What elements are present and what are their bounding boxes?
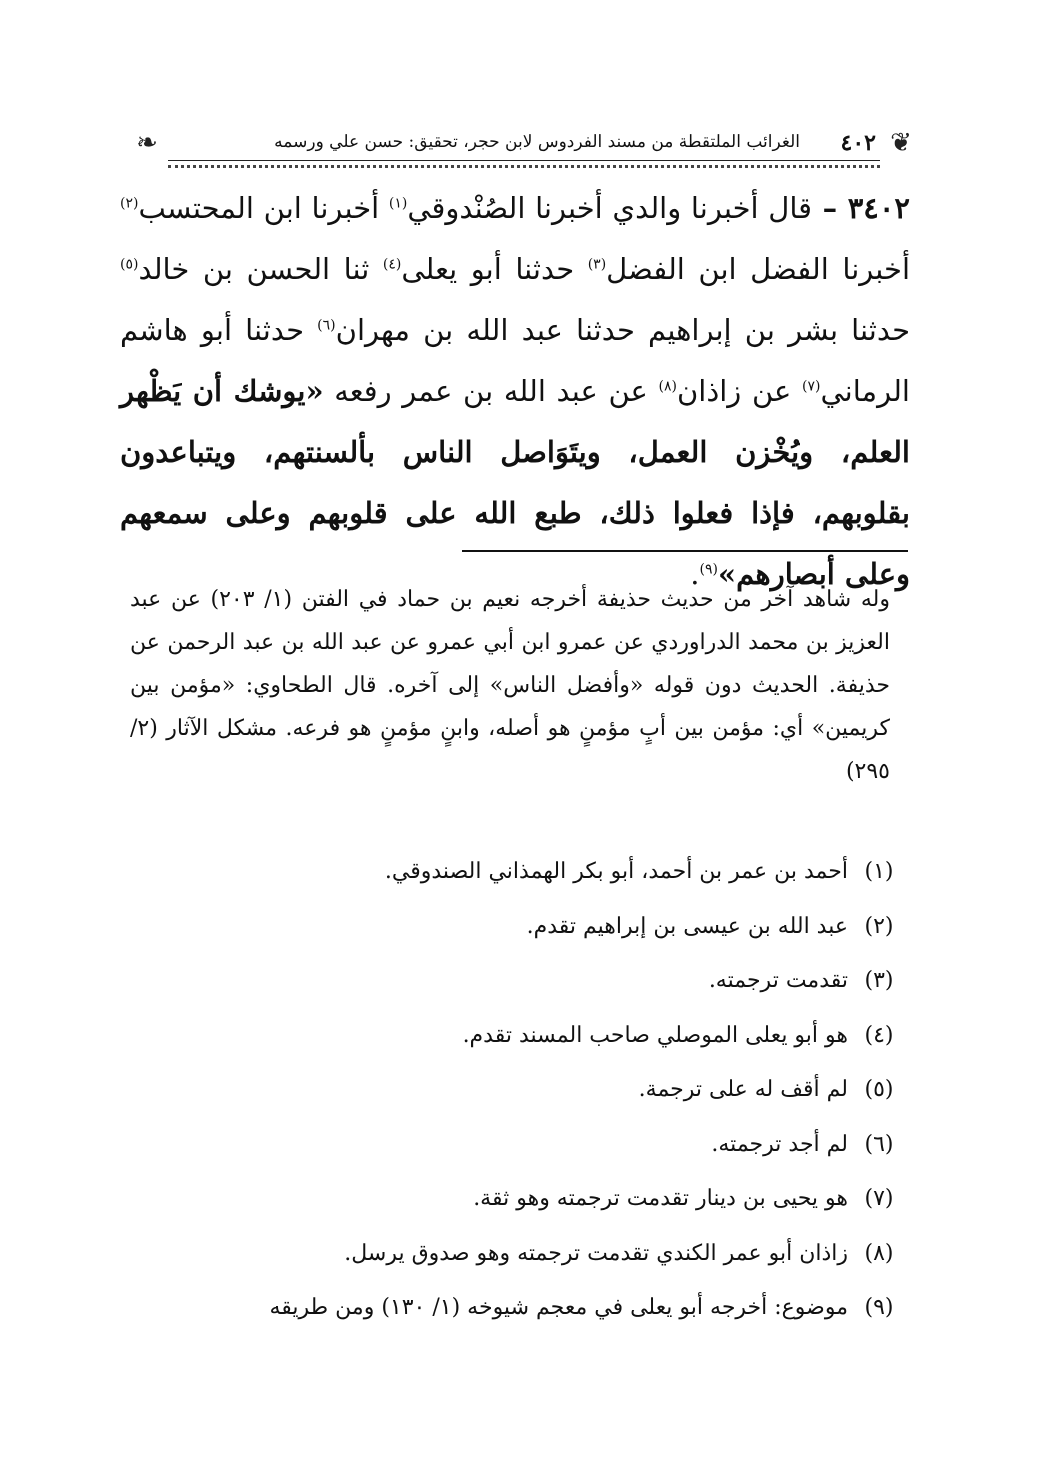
isnad-segment: عن زاذان [676,374,802,408]
isnad-segment: قال أخبرنا والدي أخبرنا الصُنْدوقي [407,191,813,225]
isnad-segment: أخبرنا ابن المحتسب [138,191,389,225]
footnote-item [130,1179,910,1234]
running-title: الغرائب الملتقطة من مسند الفردوس لابن حجر، تحقيق: حسن علي ورسمه [274,132,800,152]
header-dotted-rule [168,165,880,168]
footnote-number: (٣) [864,968,894,993]
footnote-ref[interactable]: (٥) [120,256,139,273]
ornament-right-icon: ❦ [890,128,912,158]
footnote-item [130,1070,910,1125]
isnad-segment: ثنا الحسن بن خالد [138,252,383,286]
footnote-item [130,907,910,962]
footnote-text: عبد الله بن عيسى بن إبراهيم تقدم. [526,913,848,939]
footnote-text: أحمد بن عمر بن أحمد، أبو بكر الهمذاني الصندوقي. [384,859,848,884]
footnote-number: (٩) [864,1295,894,1320]
footnote-number: (٢) [864,913,894,939]
footnote-continuation: وله شاهد آخر من حديث حذيفة أخرجه نعيم بن حماد في الفتن (١/ ٢٠٣) عن عبد العزيز بن محمد الدراوردي عن عمرو ابن أبي عمرو عن عبد الله بن عبد الرحمن عن حذيفة. الحديث دون قوله «وأفضل الناس» إلى آخره. قال الطحاوي: «مؤمن بين كريمين» أي: مؤمن بين أبٍ مؤمنٍ هو أصله، وابنٍ مؤمنٍ هو فرعه. مشكل الآثار (٢/ ٢٩٥) [130,587,890,784]
header-rule [168,160,880,161]
ornament-left-icon: ❧ [136,128,158,158]
page-number: ٤٠٢ [840,130,876,156]
footnote-ref[interactable]: (٢) [120,195,139,212]
footnote-separator [462,550,908,552]
footnote-item [130,852,910,907]
hadith-number: ٣٤٠٢ – [812,191,910,225]
isnad-segment: حدثنا أبو هاشم الرماني [120,313,910,408]
footnote-text: لم أجد ترجمته. [711,1131,848,1157]
footnote-ref[interactable]: (٨) [658,378,677,395]
footnote-ref[interactable]: (٣) [587,256,607,273]
footnote-item [130,961,910,1016]
isnad-segment: أخبرنا الفضل ابن الفضل [606,252,911,286]
footnote-text: موضوع: أخرجه أبو يعلى في معجم شيوخه (١/ ١٣٠) ومن طريقه [269,1295,848,1320]
hadith-matn: «يوشك أن يَظْهر العلم، ويُخْزن العمل، ويتَوَاصل الناس بألسنتهم، ويتباعدون بقلوبهم، فإذا فعلوا ذلك، طبع الله على قلوبهم وعلى سمعهم وعلى أبصارهم» [120,374,910,591]
footnote-item [130,1288,910,1343]
footnote-text: زاذان أبو عمر الكندي تقدمت ترجمته وهو صدوق يرسل. [344,1240,848,1266]
footnote-text: هو أبو يعلى الموصلي صاحب المسند تقدم. [462,1022,848,1048]
hadith-paragraph [120,178,910,605]
sentence-end: . [690,557,700,591]
footnote-ref[interactable]: (٤) [382,256,402,273]
footnote-number: (١) [864,859,894,884]
footnote-ref[interactable]: (٩) [699,561,718,578]
footnote-number: (٤) [864,1022,894,1048]
footnote-number: (٧) [864,1186,894,1211]
isnad-segment: حدثنا أبو يعلى [401,252,588,286]
footnote-item [130,1016,910,1071]
footnote-number: (٦) [864,1131,894,1157]
footnote-list [130,852,910,1343]
isnad-segment: عن عبد الله بن عمر رفعه [323,374,659,408]
footnote-number: (٥) [864,1077,894,1102]
footnote-item [130,1234,910,1289]
footnote-ref[interactable]: (٦) [317,317,336,334]
isnad-segment: حدثنا بشر بن إبراهيم حدثنا عبد الله بن مهران [335,313,910,347]
page-header [128,120,920,168]
footnote-ref[interactable]: (١) [388,195,408,212]
footnote-item [130,1125,910,1180]
footnote-text: لم أقف له على ترجمة. [638,1077,848,1102]
footnote-ref[interactable]: (٧) [802,378,821,395]
footnote-number: (٨) [864,1240,894,1266]
footnote-text: تقدمت ترجمته. [708,968,848,993]
footnote-text: هو يحيى بن دينار تقدمت ترجمته وهو ثقة. [473,1186,848,1211]
